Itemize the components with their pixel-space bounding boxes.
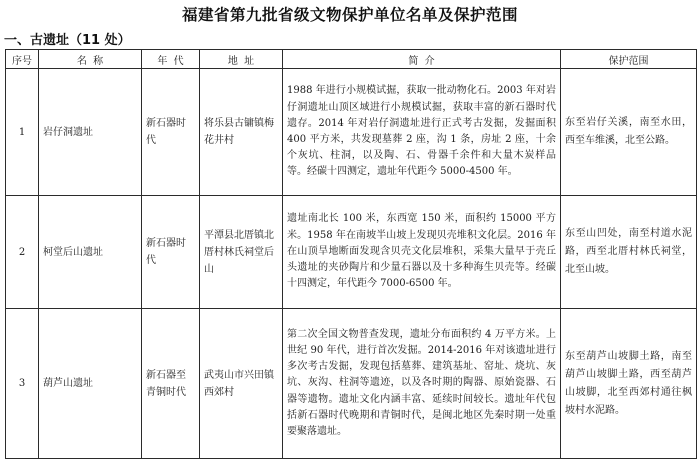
site-era: 新石器至青铜时代 [142,309,200,459]
site-era: 新石器时代 [142,196,200,309]
site-name: 葫芦山遗址 [39,309,142,459]
site-protection-scope: 东至葫芦山坡脚土路，南至葫芦山坡脚土路，西至葫芦山坡脚，北至西郊村通往枫坡村水泥路。 [561,309,697,459]
row-number: 3 [6,309,39,459]
row-number: 2 [6,196,39,309]
site-name: 柯堂后山遗址 [39,196,142,309]
heritage-sites-table [5,49,697,459]
site-description: 第二次全国文物普查发现，遗址分布面积约 4 万平方米。上世纪 90 年代，进行首次发掘。2014-2016 年对该遗址进行多次考古发掘，发现包括墓葬、建筑基址、窑址、烧坑、灰坑、灰沟、柱洞等遗迹，以及各时期的陶器、原始瓷器、石器等遗物。遗址文化内涵丰富、延续时间较长。遗址年代包括新石器时代晚期和青铜时代，是闽北地区先秦时期一处重要聚落遗址。 [283,309,561,459]
site-location: 将乐县古镛镇梅花井村 [200,69,283,196]
header-description: 简 介 [283,50,561,69]
site-protection-scope: 东至岩仔关溪，南至水田，西至车维溪，北至公路。 [561,69,697,196]
site-location: 平潭县北厝镇北厝村林氏祠堂后山 [200,196,283,309]
table-row [6,309,697,459]
row-number: 1 [6,69,39,196]
section-heading: 一、古遗址（11 处） [4,33,131,48]
table-row [6,196,697,309]
header-name: 名 称 [39,50,142,69]
header-number: 序号 [6,50,39,69]
header-protection: 保护范围 [561,50,697,69]
site-name: 岩仔洞遗址 [39,69,142,196]
site-era: 新石器时代 [142,69,200,196]
site-description: 1988 年进行小规模试掘，获取一批动物化石。2003 年对岩仔洞遗址山顶区域进行小规模试掘，获取丰富的新石器时代遗存。2014 年对岩仔洞遗址进行正式考古发掘，发掘面积 400 平方米，共发现墓葬 2 座，沟 1 条，房址 2 座，十余个灰坑、柱洞，以及陶、石、骨器千余件和大量木炭样品等。经碳十四测定，遗址年代距今 5000-4500 年。 [283,69,561,196]
table-header-row [6,50,697,69]
table-row [6,69,697,196]
header-location: 地 址 [200,50,283,69]
site-protection-scope: 东至山凹处，南至村道水泥路，西至北厝村林氏祠堂，北至山坡。 [561,196,697,309]
header-era: 年 代 [142,50,200,69]
document-title: 福建省第九批省级文物保护单位名单及保护范围 [181,6,518,24]
site-location: 武夷山市兴田镇西郊村 [200,309,283,459]
site-description: 遗址南北长 100 米，东西宽 150 米，面积约 15000 平方米。1958 年在南坡半山坡上发现贝壳堆积文化层。2016 年在山顶旱地断面发现含贝壳文化层堆积，采集大量早于壳丘头遗址的夹砂陶片和少量石器以及十多种海生贝壳等。经碳十四测定，年代距今 7000-6500 年。 [283,196,561,309]
